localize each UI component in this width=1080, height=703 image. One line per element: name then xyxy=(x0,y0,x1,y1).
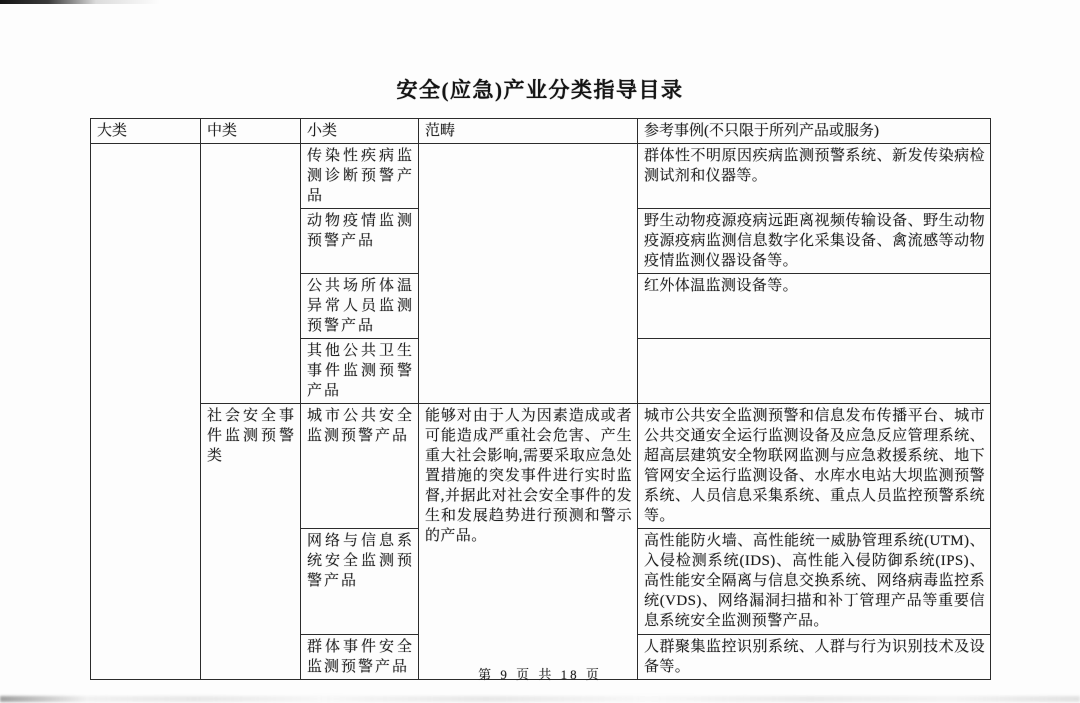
minor-category-cell: 其他公共卫生事件监测预警产品 xyxy=(301,339,419,404)
examples-cell: 群体性不明原因疾病监测预警系统、新发传染病检测试剂和仪器等。 xyxy=(638,144,991,209)
examples-cell: 人群聚集监控识别系统、人群与行为识别技术及设备等。 xyxy=(638,635,991,680)
scan-artifact-top xyxy=(0,0,160,4)
major-category-cell-empty xyxy=(91,144,201,680)
header-minor-category: 小类 xyxy=(301,119,419,144)
scope-cell: 能够对由于人为因素造成或者可能造成严重社会危害、产生重大社会影响,需要采取应急处置措施的突发事件进行实时监督,并据此对社会安全事件的发生和发展趋势进行预测和警示的产品。 xyxy=(419,404,638,680)
minor-category-cell: 网络与信息系统安全监测预警产品 xyxy=(301,529,419,635)
classification-table xyxy=(90,118,991,680)
minor-category-cell: 动物疫情监测预警产品 xyxy=(301,209,419,274)
scope-cell-empty xyxy=(419,144,638,404)
examples-cell: 高性能防火墙、高性能统一威胁管理系统(UTM)、入侵检测系统(IDS)、高性能入侵防御系统(IPS)、高性能安全隔离与信息交换系统、网络病毒监控系统(VDS)、网络漏洞扫描和补丁管理产品等重要信息系统安全监测预警产品。 xyxy=(638,529,991,635)
header-row xyxy=(91,119,991,144)
middle-category-cell: 社会安全事件监测预警类 xyxy=(201,404,301,680)
minor-category-cell: 群体事件安全监测预警产品 xyxy=(301,635,419,680)
minor-category-cell: 城市公共安全监测预警产品 xyxy=(301,404,419,529)
table-row xyxy=(91,404,991,529)
middle-category-cell-empty xyxy=(201,144,301,404)
minor-category-cell: 公共场所体温异常人员监测预警产品 xyxy=(301,274,419,339)
examples-cell: 野生动物疫源疫病远距离视频传输设备、野生动物疫源疫病监测信息数字化采集设备、禽流感等动物疫情监测仪器设备等。 xyxy=(638,209,991,274)
document-title: 安全(应急)产业分类指导目录 xyxy=(396,78,684,102)
scan-artifact-bottom xyxy=(0,696,1080,702)
examples-cell xyxy=(638,339,991,404)
header-middle-category: 中类 xyxy=(201,119,301,144)
header-major-category: 大类 xyxy=(91,119,201,144)
examples-cell: 城市公共安全监测预警和信息发布传播平台、城市公共交通安全运行监测设备及应急反应管理系统、超高层建筑安全物联网监测与应急救援系统、地下管网安全运行监测设备、水库水电站大坝监测预警系统、人员信息采集系统、重点人员监控预警系统等。 xyxy=(638,404,991,529)
minor-category-cell: 传染性疾病监测诊断预警产品 xyxy=(301,144,419,209)
examples-cell: 红外体温监测设备等。 xyxy=(638,274,991,339)
table-row xyxy=(91,144,991,209)
header-examples: 参考事例(不只限于所列产品或服务) xyxy=(638,119,991,144)
page-number: 第 9 页 共 18 页 xyxy=(478,667,602,682)
header-scope: 范畴 xyxy=(419,119,638,144)
